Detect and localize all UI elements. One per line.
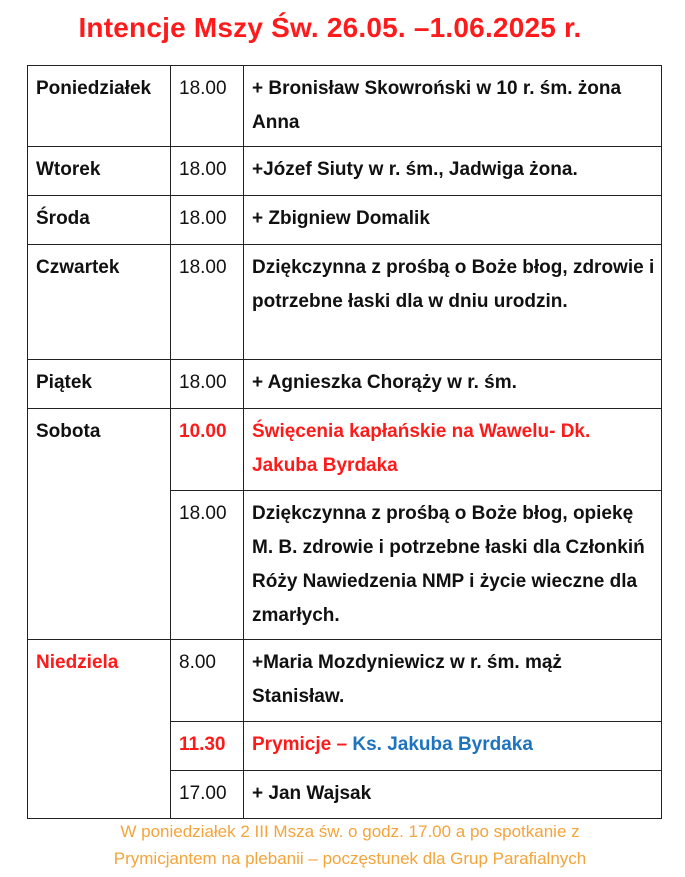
intention-prefix: Prymicje – [252, 734, 353, 755]
day-label: Sobota [28, 409, 171, 640]
mass-time: 18.00 [171, 360, 244, 409]
day-label: Środa [28, 196, 171, 245]
mass-intention [244, 722, 662, 771]
mass-intention: Dziękczynna z prośbą o Boże błog, zdrowie i potrzebne łaski dla w dniu urodzin. [244, 245, 662, 360]
mass-time: 18.00 [171, 245, 244, 360]
table-row [28, 196, 662, 245]
announcement-note [30, 818, 670, 872]
mass-time: 17.00 [171, 771, 244, 819]
mass-time: 18.00 [171, 66, 244, 147]
table-row [28, 147, 662, 196]
mass-intention: +Maria Mozdyniewicz w r. śm. mąż Stanisław. [244, 640, 662, 722]
page-title: Intencje Mszy Św. 26.05. –1.06.2025 r. [78, 12, 582, 43]
mass-intention: Dziękczynna z prośbą o Boże błog, opiekę M. B. zdrowie i potrzebne łaski dla Członkiń Róży Nawiedzenia NMP i życie wieczne dla zmarłych. [244, 491, 662, 640]
day-label: Poniedziałek [28, 66, 171, 147]
announcement-line: W poniedziałek 2 III Msza św. o godz. 17.00 a po spotkanie z [120, 822, 580, 841]
mass-intention: +Józef Siuty w r. śm., Jadwiga żona. [244, 147, 662, 196]
mass-time: 18.00 [171, 147, 244, 196]
mass-intentions-table [27, 65, 662, 819]
announcement-line: Prymicjantem na plebanii – poczęstunek dla Grup Parafialnych [113, 849, 587, 868]
day-label: Niedziela [28, 640, 171, 819]
day-label: Czwartek [28, 245, 171, 360]
mass-time: 11.30 [171, 722, 244, 771]
table-row [28, 409, 662, 491]
day-label: Wtorek [28, 147, 171, 196]
table-row [28, 66, 662, 147]
mass-intention: + Zbigniew Domalik [244, 196, 662, 245]
table-row [28, 245, 662, 360]
mass-time: 8.00 [171, 640, 244, 722]
intention-name: Ks. Jakuba Byrdaka [352, 734, 533, 755]
mass-intention: Święcenia kapłańskie na Wawelu- Dk. Jakuba Byrdaka [244, 409, 662, 491]
day-label: Piątek [28, 360, 171, 409]
mass-time: 18.00 [171, 491, 244, 640]
mass-time: 18.00 [171, 196, 244, 245]
mass-intention: + Jan Wajsak [244, 771, 662, 819]
mass-intention: + Bronisław Skowroński w 10 r. śm. żona Anna [244, 66, 662, 147]
table-row [28, 640, 662, 722]
mass-intention: + Agnieszka Chorąży w r. śm. [244, 360, 662, 409]
mass-time: 10.00 [171, 409, 244, 491]
table-row [28, 360, 662, 409]
